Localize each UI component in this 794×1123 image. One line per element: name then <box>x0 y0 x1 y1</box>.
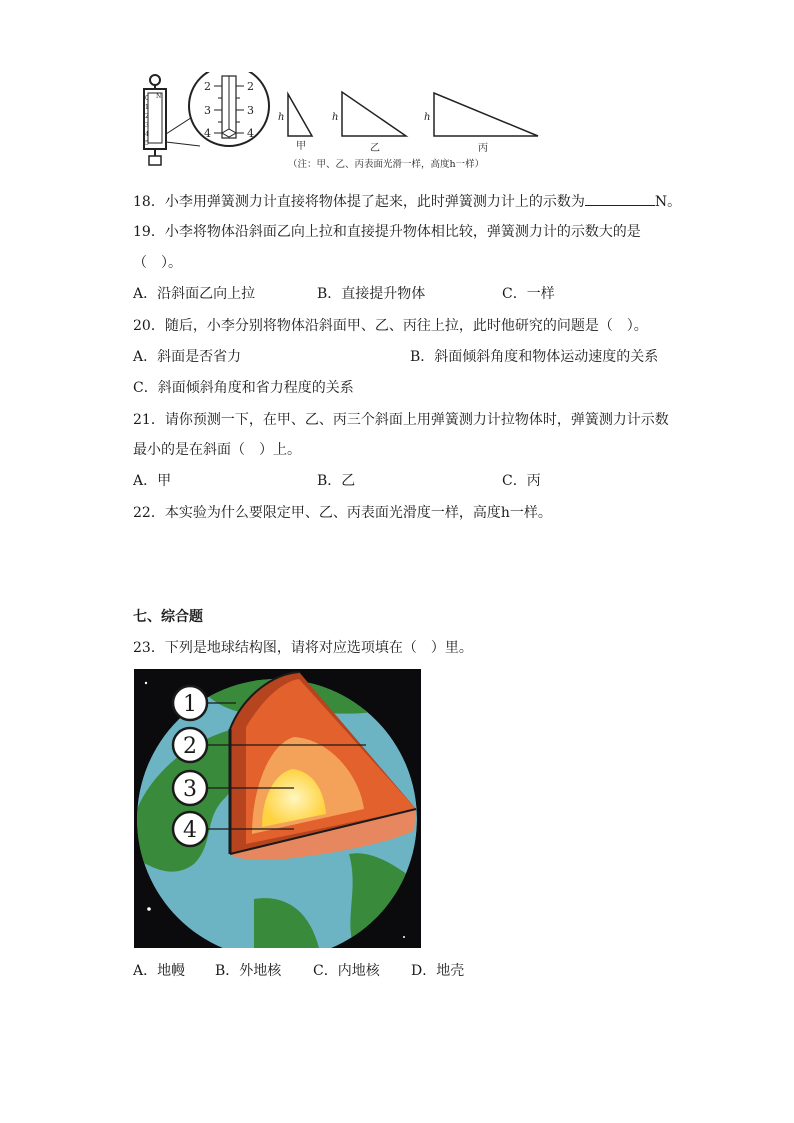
zoom-tick-2-right: 2 <box>247 80 254 93</box>
earth-structure-diagram <box>134 669 421 948</box>
scale-tick-4: 4 <box>145 131 149 138</box>
scale-tick-5: 5 <box>145 140 149 147</box>
q19-option-c[interactable]: C．一样 <box>502 286 555 302</box>
scale-tick-3: 3 <box>145 122 149 129</box>
figure-note: （注：甲、乙、丙表面光滑一样，高度h一样） <box>288 159 485 170</box>
zoom-tick-3-left: 3 <box>204 104 211 117</box>
q21-option-c[interactable]: C．丙 <box>502 473 541 489</box>
zoom-tick-4-right: 4 <box>247 127 254 140</box>
height-label-bing: h <box>424 112 431 123</box>
callout-1-label: 1 <box>183 692 197 717</box>
scale-unit-n: N <box>156 93 162 100</box>
q21-option-a[interactable]: A．甲 <box>133 473 172 489</box>
zoom-tick-3-right: 3 <box>247 104 254 117</box>
q21-option-b[interactable]: B．乙 <box>317 473 356 489</box>
q20-option-c[interactable]: C．斜面倾斜角度和省力程度的关系 <box>133 380 354 396</box>
zoom-tick-2-left: 2 <box>204 80 211 93</box>
spring-scale-incline-figure <box>138 72 548 174</box>
zoom-tick-4-left: 4 <box>204 127 211 140</box>
q23-option-b[interactable]: B．外地核 <box>215 963 282 979</box>
q20-option-a[interactable]: A．斜面是否省力 <box>133 349 242 365</box>
q20-option-b[interactable]: B．斜面倾斜角度和物体运动速度的关系 <box>410 349 659 365</box>
q19-option-a[interactable]: A．沿斜面乙向上拉 <box>133 286 256 302</box>
scale-tick-1: 1 <box>145 104 149 111</box>
incline-yi <box>342 92 406 136</box>
answer-blank-18[interactable] <box>585 191 655 206</box>
scale-tick-2: 2 <box>145 113 149 120</box>
q19-option-b[interactable]: B．直接提升物体 <box>317 286 426 302</box>
incline-label-bing: 丙 <box>478 143 488 154</box>
question-21-line2: 最小的是在斜面（ ）上。 <box>133 442 301 458</box>
incline-label-yi: 乙 <box>370 143 380 154</box>
question-21-line1: 21．请你预测一下，在甲、乙、丙三个斜面上用弹簧测力计拉物体时，弹簧测力计示数 <box>133 412 669 428</box>
q23-option-a[interactable]: A．地幔 <box>133 963 186 979</box>
question-23: 23．下列是地球结构图，请将对应选项填在（ ）里。 <box>133 640 473 656</box>
height-label-jia: h <box>278 112 285 123</box>
section-title: 七、综合题 <box>133 609 203 625</box>
question-22: 22．本实验为什么要限定甲、乙、丙表面光滑度一样，高度h一样。 <box>133 505 552 521</box>
callout-2-label: 2 <box>183 734 197 759</box>
q23-option-d[interactable]: D．地壳 <box>411 963 465 979</box>
scale-tick-0: 0 <box>145 95 149 102</box>
spring-scale-icon <box>144 75 166 165</box>
callout-1 <box>173 686 207 720</box>
incline-jia <box>288 94 312 136</box>
question-18-text: 18．小李用弹簧测力计直接将物体提了起来，此时弹簧测力计上的示数为 <box>133 194 585 210</box>
scale-zoom-circle <box>189 72 269 146</box>
question-20: 20．随后，小李分别将物体沿斜面甲、乙、丙往上拉，此时他研究的问题是（ ）。 <box>133 318 648 334</box>
height-label-yi: h <box>332 112 339 123</box>
callout-4-label: 4 <box>183 818 197 843</box>
incline-label-jia: 甲 <box>296 141 306 152</box>
question-18-unit: N。 <box>654 194 682 210</box>
question-18 <box>133 191 681 212</box>
callout-3-label: 3 <box>183 777 197 802</box>
question-19-line2: （ ）。 <box>133 255 182 271</box>
incline-bing <box>434 93 538 136</box>
callout-2 <box>173 728 207 762</box>
question-19-line1: 19．小李将物体沿斜面乙向上拉和直接提升物体相比较，弹簧测力计的示数大的是 <box>133 224 641 240</box>
callout-4 <box>173 812 207 846</box>
q23-option-c[interactable]: C．内地核 <box>313 963 380 979</box>
callout-3 <box>173 771 207 805</box>
